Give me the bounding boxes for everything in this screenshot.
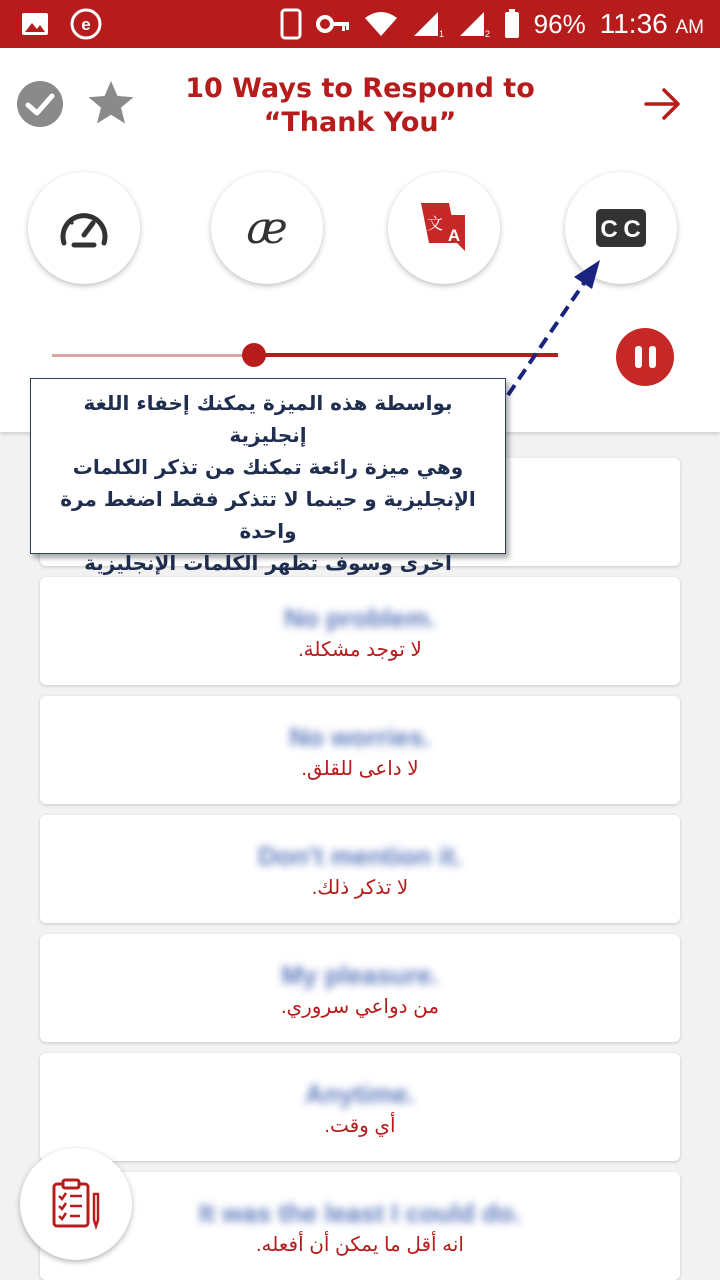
progress-track-played [52, 354, 254, 357]
svg-text:C: C [600, 216, 618, 243]
clipboard-checklist-icon [50, 1178, 102, 1230]
phrase-english: No problem. [284, 603, 436, 633]
phrase-english: My pleasure. [281, 960, 439, 990]
lesson-header-panel [0, 48, 720, 432]
lesson-title-line1: 10 Ways to Respond to [185, 73, 535, 104]
wifi-icon [364, 11, 398, 37]
image-notification-icon [20, 9, 50, 39]
lesson-title-line2: “Thank You” [263, 107, 457, 138]
tooltip-line: الإنجليزية و حينما لا تتذكر فقط اضغط مرة واحدة [60, 487, 476, 543]
phrase-card-5[interactable] [40, 1053, 680, 1161]
phrase-arabic: من دواعي سروري. [280, 996, 440, 1018]
phrase-card-4[interactable] [40, 934, 680, 1042]
progress-slider-thumb[interactable] [242, 343, 266, 367]
tooltip-line: وهي ميزة رائعة تمكنك من تذكر الكلمات [72, 455, 464, 479]
pause-icon-bar-left [635, 346, 642, 368]
lesson-title [150, 72, 570, 140]
key-icon [316, 13, 350, 35]
check-circle-icon[interactable] [16, 80, 64, 128]
svg-text:文: 文 [426, 214, 444, 233]
signal-sim1-icon [412, 10, 444, 38]
svg-text:A: A [447, 226, 461, 245]
translate-icon [419, 201, 469, 255]
phrase-card-2[interactable] [40, 696, 680, 804]
battery-percent: 96% [533, 8, 586, 39]
phrase-english: It was the least I could do. [198, 1198, 522, 1228]
phone-icon [280, 8, 302, 40]
star-icon[interactable] [86, 78, 136, 128]
svg-text:C: C [623, 216, 641, 243]
tooltip-line: بواسطة هذه الميزة يمكنك إخفاء اللغة إنجليزية [83, 391, 453, 447]
phrase-english: Don't mention it. [257, 841, 463, 871]
phrase-card-6[interactable] [40, 1172, 680, 1280]
arrow-right-icon[interactable] [644, 86, 682, 122]
annotation-arrow-icon [500, 255, 610, 405]
phrase-arabic: أي وقت. [324, 1115, 396, 1137]
tooltip-line: اخرى وسوف تظهر الكلمات الإنجليزية [84, 551, 452, 575]
phonetic-icon: æ [246, 202, 288, 254]
speed-button[interactable] [28, 172, 140, 284]
feature-tooltip [30, 378, 506, 575]
signal-sim2-icon [458, 10, 490, 38]
phrase-card-3[interactable] [40, 815, 680, 923]
phonetic-button[interactable] [211, 172, 323, 284]
quiz-button[interactable] [20, 1148, 132, 1260]
phrase-card-1[interactable] [40, 577, 680, 685]
clock [600, 8, 704, 40]
phrase-english: No worries. [289, 722, 431, 752]
phrase-english: Anytime. [305, 1079, 415, 1109]
status-bar [0, 0, 720, 48]
translate-button[interactable] [388, 172, 500, 284]
phrase-arabic: انه أقل ما يمكن أن أفعله. [255, 1234, 464, 1256]
phrase-arabic: لا تذكر ذلك. [311, 877, 409, 899]
cc-icon [595, 208, 647, 248]
svg-text:e: e [81, 15, 91, 34]
pause-button[interactable] [616, 328, 674, 386]
phrase-arabic: لا داعى للقلق. [301, 758, 419, 780]
browser-notification-icon [70, 8, 102, 40]
svg-text:1: 1 [438, 29, 444, 38]
svg-text:2: 2 [484, 29, 490, 38]
phrase-arabic: لا توجد مشكلة. [298, 639, 422, 661]
speed-icon [57, 205, 111, 251]
clock-time: 11:36 [599, 8, 668, 39]
battery-icon [504, 9, 520, 39]
clock-ampm: AM [675, 17, 704, 38]
pause-icon-bar-right [649, 346, 656, 368]
